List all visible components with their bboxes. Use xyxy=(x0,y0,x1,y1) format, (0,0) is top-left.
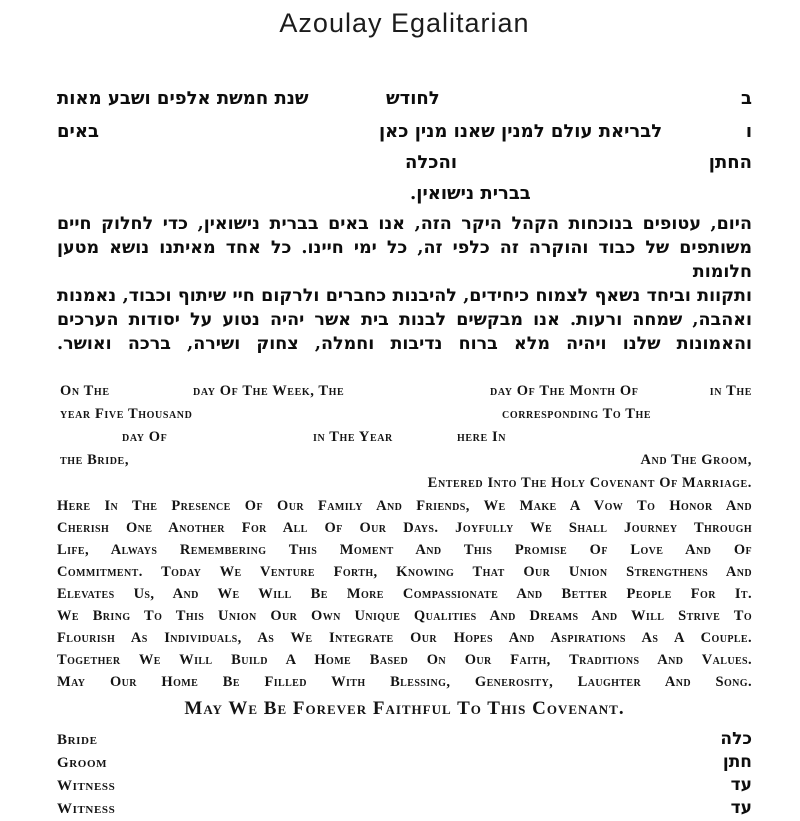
english-paragraph-line: Life, Always Remembering This Moment And This Promise Of Love And Of xyxy=(57,542,752,558)
hebrew-paragraph xyxy=(57,212,752,356)
english-corresponding: Corresponding To The xyxy=(502,406,652,422)
english-paragraph xyxy=(57,495,752,693)
english-paragraph-line: Commitment. Today We Venture Forth, Knowing That Our Union Strengthens And xyxy=(57,564,752,580)
signature-row-witness-1 xyxy=(57,775,752,798)
witness2-signature-hebrew: עד xyxy=(730,798,752,818)
hebrew-covenant-line: בברית נישואין. xyxy=(410,183,531,204)
hebrew-paragraph-line: והאמונות שלנו ויהיה מלא ברוח נדיבות וחמלה, צחוק ושירה, ברכה ואושר. xyxy=(57,334,752,354)
signature-section xyxy=(57,729,752,821)
english-day-of-week: Day Of The Week, The xyxy=(193,383,345,399)
english-on-the: On The xyxy=(60,383,110,399)
signature-row-bride xyxy=(57,729,752,752)
witness1-signature-label: Witness xyxy=(57,778,116,794)
english-day-of-month: Day Of The Month Of xyxy=(490,383,639,399)
hebrew-groom-label: החתן xyxy=(708,152,752,173)
witness1-signature-hebrew: עד xyxy=(730,775,752,795)
hebrew-year-text: שנת חמשת אלפים ושבע מאות xyxy=(57,88,309,109)
closing-vow: May We Be Forever Faithful To This Covenant. xyxy=(184,698,625,719)
english-entered-covenant: Entered Into The Holy Covenant Of Marriage. xyxy=(427,475,752,491)
english-in-the-year: In The Year xyxy=(313,429,393,445)
hebrew-paragraph-line: משותפים של כבוד והוקרה זה כלפי זה, כל ימי חיינו. כל אחד מאיתנו נושא מטען חלומות xyxy=(57,238,752,282)
signature-row-groom xyxy=(57,752,752,775)
hebrew-creation-text: לבריאת עולם למנין שאנו מנין כאן xyxy=(379,121,663,142)
english-paragraph-line: We Bring To This Union Our Own Unique Qualities And Dreams And Will Strive To xyxy=(57,608,752,624)
hebrew-month-label: לחודש xyxy=(386,88,440,109)
english-here-in: Here In xyxy=(457,429,507,445)
english-paragraph-line: Elevates Us, And We Will Be More Compassionate And Better People For It. xyxy=(57,586,752,602)
english-in-the: In The xyxy=(709,383,752,399)
hebrew-date-section xyxy=(57,88,752,208)
hebrew-come-text: באים xyxy=(57,121,99,142)
english-date-section xyxy=(57,381,752,494)
hebrew-day-prefix: ב xyxy=(741,88,752,109)
hebrew-paragraph-line: ואהבה, שמחה ורעות. אנו מבקשים לבנות בית אשר יהיה נטוע על יסודות הערכים xyxy=(57,310,752,330)
english-day-of: day Of xyxy=(122,429,168,445)
bride-signature-label: Bride xyxy=(57,732,98,748)
groom-signature-label: Groom xyxy=(57,755,108,771)
hebrew-year-prefix: ו xyxy=(745,121,752,142)
english-year-five-thousand: year Five Thousand xyxy=(60,406,193,422)
bride-signature-hebrew: כלה xyxy=(720,729,752,749)
english-paragraph-line: Here In The Presence Of Our Family And Friends, We Make A Vow To Honor And xyxy=(57,498,752,514)
english-the-bride: the Bride, xyxy=(60,452,130,468)
groom-signature-hebrew: חתן xyxy=(722,752,752,772)
english-paragraph-line: Cherish One Another For All Of Our Days. Joyfully We Shall Journey Through xyxy=(57,520,752,536)
english-paragraph-line: Together We Will Build A Home Based On Our Faith, Traditions And Values. xyxy=(57,652,752,668)
signature-row-witness-2 xyxy=(57,798,752,821)
page-title: Azoulay Egalitarian xyxy=(279,8,530,38)
hebrew-paragraph-line: היום, עטופים בנוכחות הקהל היקר הזה, אנו באים בברית נישואין, כדי לחלוק חיים xyxy=(57,214,752,234)
english-and-the-groom: And The Groom, xyxy=(640,452,752,468)
witness2-signature-label: Witness xyxy=(57,801,116,817)
english-paragraph-line: May Our Home Be Filled With Blessing, Generosity, Laughter And Song. xyxy=(57,674,752,690)
hebrew-bride-label: והכלה xyxy=(405,152,457,173)
english-paragraph-line: Flourish As Individuals, As We Integrate Our Hopes And Aspirations As A Couple. xyxy=(57,630,752,646)
hebrew-paragraph-line: ותקוות וביחד נשאף לצמוח כיחידים, להיבנות כחברים ולרקום חיי שיתוף וכבוד, נאמנות xyxy=(57,286,752,306)
